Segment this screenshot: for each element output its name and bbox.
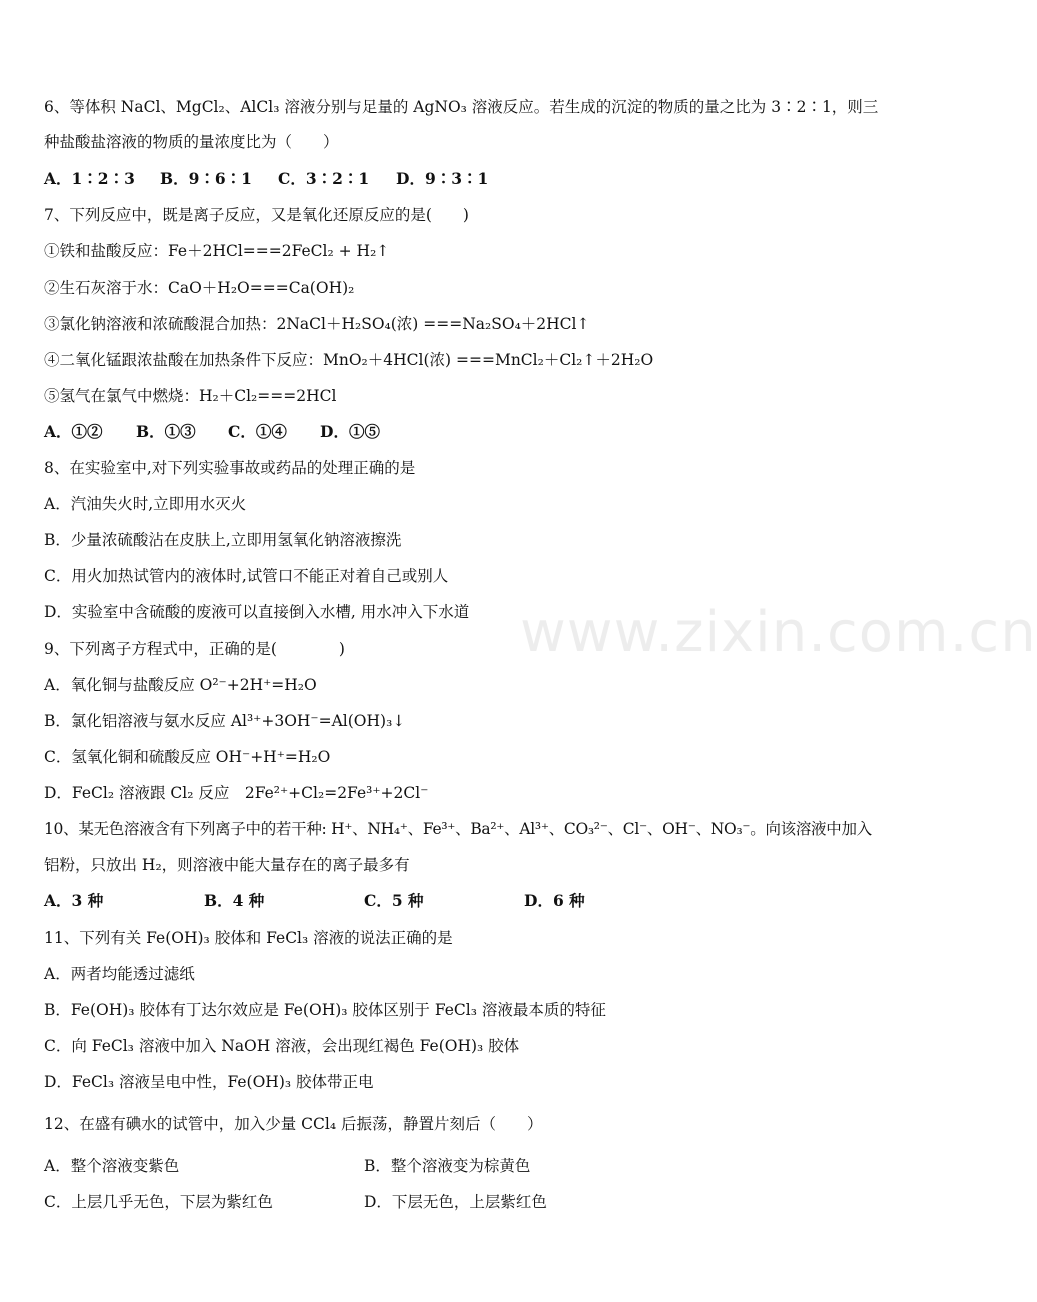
q6-option-d: D．9∶3∶1	[396, 169, 489, 188]
watermark: www.zixin.com.cn	[520, 600, 1037, 665]
q11-option-d: D．FeCl₃ 溶液呈电中性，Fe(OH)₃ 胶体带正电	[44, 1073, 374, 1091]
q10-option-d: D．6 种	[524, 891, 585, 910]
q10-option-c: C．5 种	[364, 891, 424, 910]
q12-options-row1	[44, 1155, 880, 1177]
q7-reaction-3: ③氯化钠溶液和浓硫酸混合加热：2NaCl＋H₂SO₄(浓) ===Na₂SO₄＋2HCl↑	[44, 315, 590, 333]
q7-stem: 7、下列反应中，既是离子反应，又是氧化还原反应的是( )	[44, 206, 469, 224]
q7-option-a: A．①②	[44, 422, 103, 441]
q9-option-d: D．FeCl₂ 溶液跟 Cl₂ 反应 2Fe²⁺+Cl₂=2Fe³⁺+2Cl⁻	[44, 784, 429, 802]
q12-stem: 12、在盛有碘水的试管中，加入少量 CCl₄ 后振荡，静置片刻后（ ）	[44, 1115, 543, 1133]
q12-options-row2	[44, 1191, 880, 1213]
q8-stem: 8、在实验室中,对下列实验事故或药品的处理正确的是	[44, 459, 416, 477]
q6-option-a: A．1∶2∶3	[44, 169, 135, 188]
q11-option-c: C．向 FeCl₃ 溶液中加入 NaOH 溶液，会出现红褐色 Fe(OH)₃ 胶体	[44, 1037, 520, 1055]
q10-stem-line2: 铝粉，只放出 H₂，则溶液中能大量存在的离子最多有	[44, 856, 410, 874]
q7-option-c: C．①④	[228, 422, 287, 441]
q6-options	[44, 168, 880, 190]
q10-options	[44, 890, 880, 912]
q11-stem: 11、下列有关 Fe(OH)₃ 胶体和 FeCl₃ 溶液的说法正确的是	[44, 929, 453, 947]
q6-stem-line1: 6、等体积 NaCl、MgCl₂、AlCl₃ 溶液分别与足量的 AgNO₃ 溶液反应。若生成的沉淀的物质的量之比为 3∶2∶1，则三	[44, 98, 879, 116]
q6-stem-line2: 种盐酸盐溶液的物质的量浓度比为（ ）	[44, 133, 339, 151]
q7-reaction-4: ④二氧化锰跟浓盐酸在加热条件下反应：MnO₂＋4HCl(浓) ===MnCl₂＋Cl₂↑＋2H₂O	[44, 351, 654, 369]
q7-option-d: D．①⑤	[320, 422, 380, 441]
q12-option-d: D．下层无色，上层紫红色	[364, 1193, 547, 1211]
q9-option-a: A．氧化铜与盐酸反应 O²⁻+2H⁺=H₂O	[44, 676, 317, 694]
q11-option-b: B．Fe(OH)₃ 胶体有丁达尔效应是 Fe(OH)₃ 胶体区别于 FeCl₃ 溶液最本质的特征	[44, 1001, 606, 1019]
q7-option-b: B．①③	[136, 422, 196, 441]
q8-option-c: C．用火加热试管内的液体时,试管口不能正对着自己或别人	[44, 567, 449, 585]
q7-options	[44, 421, 880, 443]
q10-stem-line1: 10、某无色溶液含有下列离子中的若干种: H⁺、NH₄⁺、Fe³⁺、Ba²⁺、Al³⁺、CO₃²⁻、Cl⁻、OH⁻、NO₃⁻。向该溶液中加入	[44, 820, 872, 838]
q11-option-a: A．两者均能透过滤纸	[44, 965, 195, 983]
q6-option-c: C．3∶2∶1	[278, 169, 370, 188]
q12-option-a: A．整个溶液变紫色	[44, 1157, 180, 1175]
q8-option-b: B．少量浓硫酸沾在皮肤上,立即用氢氧化钠溶液擦洗	[44, 531, 402, 549]
q9-stem: 9、下列离子方程式中，正确的是( )	[44, 640, 345, 658]
q12-option-b: B．整个溶液变为棕黄色	[364, 1157, 531, 1175]
q9-option-c: C．氢氧化铜和硫酸反应 OH⁻+H⁺=H₂O	[44, 748, 331, 766]
q12-option-c: C．上层几乎无色，下层为紫红色	[44, 1193, 273, 1211]
q9-option-b: B．氯化铝溶液与氨水反应 Al³⁺+3OH⁻=Al(OH)₃↓	[44, 712, 406, 730]
q8-option-d: D．实验室中含硫酸的废液可以直接倒入水槽, 用水冲入下水道	[44, 603, 470, 621]
q8-option-a: A．汽油失火时,立即用水灭火	[44, 495, 247, 513]
q7-reaction-1: ①铁和盐酸反应：Fe＋2HCl===2FeCl₂ + H₂↑	[44, 242, 390, 260]
q10-option-a: A．3 种	[44, 891, 104, 910]
q6-option-b: B．9∶6∶1	[160, 169, 252, 188]
q7-reaction-5: ⑤氢气在氯气中燃烧：H₂＋Cl₂===2HCl	[44, 387, 337, 405]
q7-reaction-2: ②生石灰溶于水：CaO＋H₂O===Ca(OH)₂	[44, 279, 355, 297]
q10-option-b: B．4 种	[204, 891, 265, 910]
